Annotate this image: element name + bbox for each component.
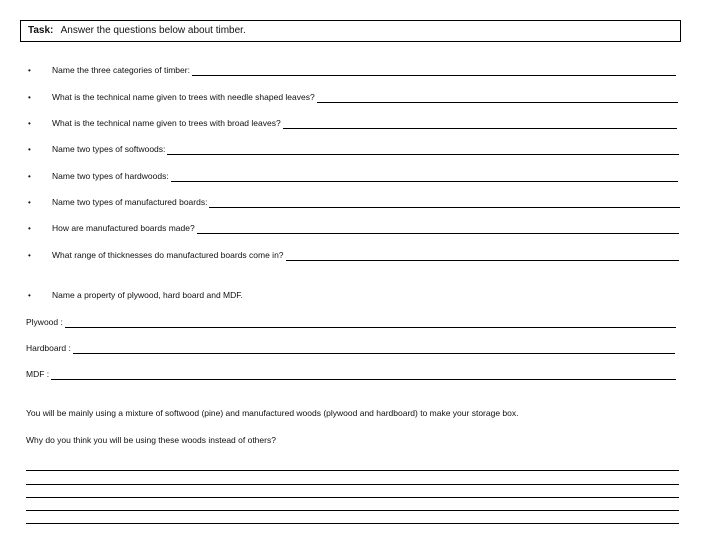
property-label: Plywood : xyxy=(26,317,63,327)
bullet: • xyxy=(28,93,31,102)
question-text: What is the technical name given to trees with broad leaves? xyxy=(52,118,281,128)
question-text: Name two types of softwoods: xyxy=(52,144,166,154)
task-text: Answer the questions below about timber. xyxy=(60,25,246,36)
property-plywood xyxy=(26,317,676,328)
question-text: What is the technical name given to trees with needle shaped leaves? xyxy=(52,92,315,102)
question-7 xyxy=(28,223,679,234)
question-text: Name a property of plywood, hard board and MDF. xyxy=(52,290,243,300)
question-5 xyxy=(28,171,678,182)
question-2 xyxy=(28,92,678,103)
answer-line-4[interactable] xyxy=(26,510,679,511)
question-9 xyxy=(28,290,679,301)
answer-line-1[interactable] xyxy=(26,470,679,471)
answer-line[interactable] xyxy=(209,198,680,208)
question-text: What range of thicknesses do manufactured boards come in? xyxy=(52,250,284,260)
answer-line[interactable] xyxy=(167,145,679,155)
question-6 xyxy=(28,197,680,208)
answer-line[interactable] xyxy=(73,344,675,354)
bullet: • xyxy=(28,145,31,154)
final-question: Why do you think you will be using these woods instead of others? xyxy=(26,435,276,445)
question-1 xyxy=(28,65,676,76)
bullet: • xyxy=(28,291,31,300)
question-8 xyxy=(28,250,679,261)
instruction-paragraph: You will be mainly using a mixture of softwood (pine) and manufactured woods (plywood and hardboard) to make your storage box. xyxy=(26,408,519,418)
answer-line[interactable] xyxy=(317,93,678,103)
task-header xyxy=(20,20,681,42)
answer-line[interactable] xyxy=(51,370,676,380)
question-text: How are manufactured boards made? xyxy=(52,223,195,233)
question-3 xyxy=(28,118,677,129)
property-label: MDF : xyxy=(26,369,50,379)
answer-line[interactable] xyxy=(65,318,676,328)
question-4 xyxy=(28,144,679,155)
answer-line-3[interactable] xyxy=(26,497,679,498)
bullet: • xyxy=(28,172,31,181)
answer-line[interactable] xyxy=(192,66,676,76)
bullet: • xyxy=(28,119,31,128)
answer-line[interactable] xyxy=(283,119,677,129)
question-text: Name two types of manufactured boards: xyxy=(52,197,208,207)
bullet: • xyxy=(28,66,31,75)
answer-line-2[interactable] xyxy=(26,484,679,485)
question-text: Name two types of hardwoods: xyxy=(52,171,169,181)
bullet: • xyxy=(28,198,31,207)
bullet: • xyxy=(28,251,31,260)
question-text: Name the three categories of timber: xyxy=(52,65,190,75)
property-label: Hardboard : xyxy=(26,343,71,353)
answer-line[interactable] xyxy=(286,251,679,261)
property-mdf xyxy=(26,369,676,380)
answer-line[interactable] xyxy=(197,224,679,234)
answer-line[interactable] xyxy=(171,172,678,182)
task-label: Task: xyxy=(28,25,54,36)
bullet: • xyxy=(28,224,31,233)
property-hardboard xyxy=(26,343,675,354)
answer-line-5[interactable] xyxy=(26,523,679,524)
